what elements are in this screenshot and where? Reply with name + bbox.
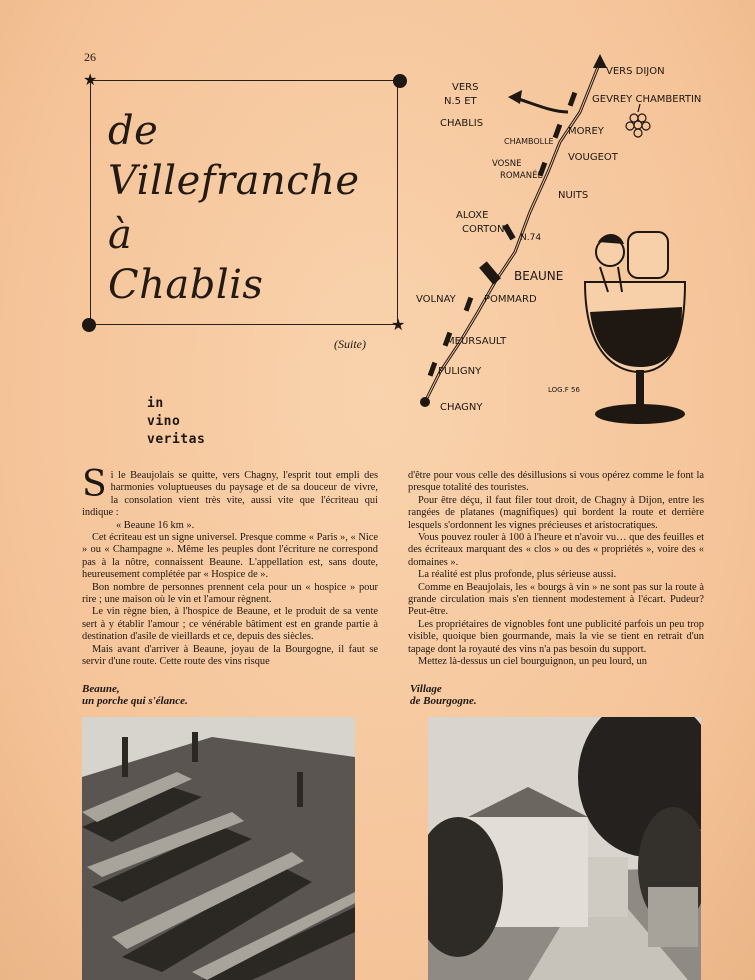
caption-left-line-2: un porche qui s'élance. <box>82 695 188 707</box>
col2-paragraph-2: Pour être déçu, il faut filer tout droit, de Chagny à Dijon, entre les rangées de platanes (magnifiques) qui bordent la route et derrière lesquels s'ordonnent les vignes précieuses et aristocratiques. <box>408 494 704 531</box>
wine-glass-illustration <box>585 232 685 424</box>
star-bottom-right: ★ <box>391 317 406 334</box>
map-label-n5: N.5 ET <box>444 96 477 107</box>
col1-paragraph-2: Cet écriteau est un signe universel. Presque comme « Paris », « Nice » ou « Champagne ». Même les peuples dont l'écriture ne correspond pas à la nôtre, connaissent Beaune. L'appellation est, sans doute, heureusement complétée par « Hospice de ». <box>82 532 378 581</box>
map-label-aloxe: ALOXE <box>456 210 489 221</box>
title-line-3: à <box>108 212 133 258</box>
motto-line-3: veritas <box>147 432 206 447</box>
col2-paragraph-7: Mettez là-dessus un ciel bourguignon, un peu lourd, un <box>418 656 647 668</box>
caption-left-line-1: Beaune, <box>82 683 120 695</box>
arrow-up-icon <box>593 54 607 68</box>
map-label-nuits: NUITS <box>558 190 589 201</box>
title-line-2: Villefranche <box>108 158 360 204</box>
article-column-1 <box>82 464 378 669</box>
map-label-beaune: BEAUNE <box>514 269 564 283</box>
map-label-n74: N.74 <box>520 233 542 243</box>
title-line-1: de <box>108 108 159 154</box>
map-label-meursault: MEURSAULT <box>446 336 507 347</box>
page-number: 26 <box>84 50 96 64</box>
col1-paragraph-3: Bon nombre de personnes prennent cela pour un « hospice » pour rire ; une maison où le vin et l'amour règnent. <box>82 581 378 606</box>
grapes-icon <box>626 104 650 137</box>
title-line-4: Chablis <box>108 262 264 308</box>
col2-paragraph-4: La réalité est plus profonde, plus sérieuse aussi. <box>418 569 617 581</box>
col2-paragraph-3: Vous pouvez rouler à 100 à l'heure et n'avoir vu… que des feuilles et des écriteaux marquant des « clos » ou des « propriétés », voire des « domaines ». <box>408 532 704 568</box>
map-label-gevrey: GEVREY CHAMBERTIN <box>592 94 702 105</box>
route-line <box>425 62 600 402</box>
map-label-vers-n5: VERS <box>452 82 479 93</box>
map-label-chambolle: CHAMBOLLE <box>504 137 554 146</box>
map-label-vers-dijon: VERS DIJON <box>606 66 665 77</box>
dot-bottom-left <box>82 318 96 332</box>
arrow-left-icon <box>508 90 522 104</box>
motto-line-1: in <box>147 396 164 411</box>
col2-paragraph-5: Comme en Beaujolais, les « bourgs à vin » ne sont pas sur la route à grande circulation mais s'en tiennent modestement à l'écart. Pudeur? Peut-être. <box>408 581 704 618</box>
col2-paragraph-1: d'être pour vous celle des désillusions si vous opérez comme le font la presque totalité des touristes. <box>408 470 704 494</box>
map-label-vougeot: VOUGEOT <box>568 152 618 163</box>
col2-paragraph-6: Les propriétaires de vignobles font une publicité parfois un peu trop visible, quoique bien gourmande, mais la vie se tient en retrait d'un tapage dont la royauté des vins n'a pas besoin du support. <box>408 618 704 655</box>
map-label-vosne: VOSNE <box>492 159 522 169</box>
wine-route-map <box>400 52 720 442</box>
drop-cap: S <box>82 464 107 505</box>
col1-sign-text: « Beaune 16 km ». <box>116 519 195 531</box>
map-label-puligny: PULIGNY <box>438 366 482 377</box>
route-inner <box>425 62 600 402</box>
star-top-left: ★ <box>83 72 98 89</box>
caption-right <box>410 683 477 707</box>
col1-paragraph-4: Le vin règne bien, à l'hospice de Beaune, et le produit de sa vente sert à y établir l'amour ; ce vénérable bâtiment est en grande partie à destination d'asile de vieillards et ce, depuis des siècles. <box>82 606 378 643</box>
photo-beaune-porch <box>82 717 355 980</box>
map-label-chagny: CHAGNY <box>440 402 483 413</box>
caption-right-line-2: de Bourgogne. <box>410 695 477 707</box>
map-label-morey: MOREY <box>568 126 604 137</box>
chagny-dot-icon <box>420 397 430 407</box>
caption-right-line-1: Village <box>410 683 442 695</box>
motto-line-2: vino <box>147 414 181 429</box>
col1-paragraph-1: i le Beaujolais se quitte, vers Chagny, l'esprit tout empli des harmonies voluptueuses du paysage et de sa douceur de vivre, la consolation vient très vite, aussi vite que l'écriteau qui indique : <box>82 470 378 519</box>
map-label-volnay: VOLNAY <box>416 294 456 305</box>
illustration-signature: LOG.F 56 <box>548 386 580 394</box>
col1-paragraph-5: Mais avant d'arriver à Beaune, joyau de la Bourgogne, il faut se servir d'une route. Cette route des vins risque <box>82 643 378 668</box>
map-label-corton: CORTON <box>462 224 505 235</box>
caption-left <box>82 683 188 707</box>
photo-village <box>428 717 701 980</box>
map-label-romanee: ROMANÉE <box>500 171 543 181</box>
map-label-pommard: POMMARD <box>484 294 537 305</box>
article-column-2 <box>408 470 704 669</box>
suite-label: (Suite) <box>334 337 366 351</box>
map-label-chablis: CHABLIS <box>440 118 484 129</box>
